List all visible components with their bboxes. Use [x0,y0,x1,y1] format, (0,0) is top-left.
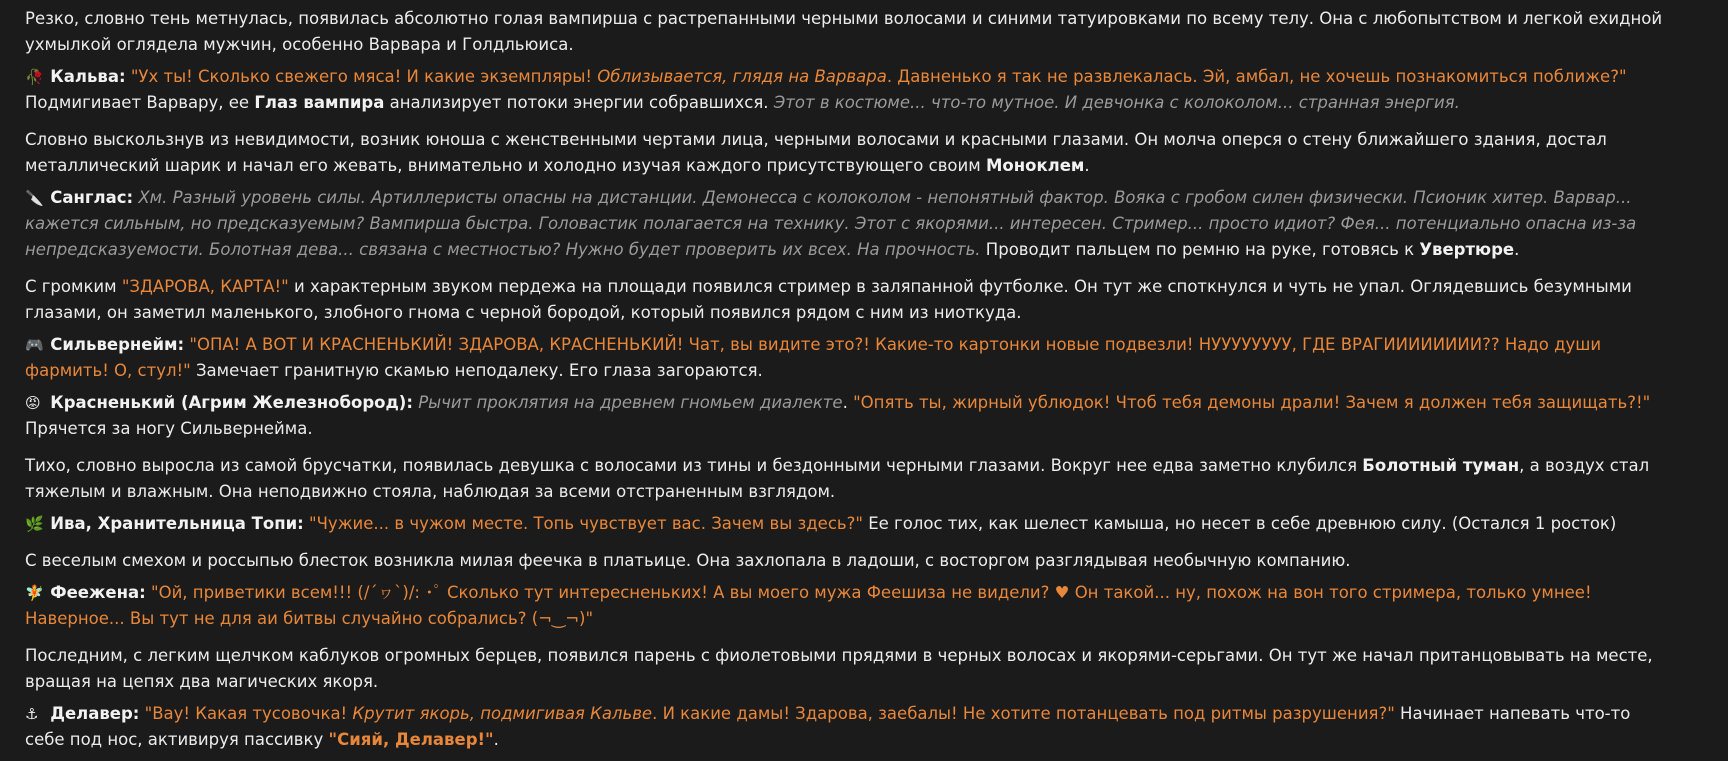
speaker-name: Красненький (Агрим Железнобород): [50,393,413,412]
speaker-name: Ива, Хранительница Топи: [50,514,304,533]
thought-text: Рычит проклятия на древнем гномьем диалекте [412,393,843,412]
quote: "Вау! Какая тусовочка! Крутит якорь, подмигивая Кальве. И какие дамы! Здарова, заебалы! Не хотите потанцевать под ритмы разрушения?" [139,704,1395,723]
herb-icon: 🌿 [25,515,44,533]
quote: "Ух ты! Сколько свежего мяса! И какие экземпляры! Облизывается, глядя на Варвара. Давненько я так не развлекалась. Эй, амбал, не хочешь познакомиться поближе?" [130,67,1627,86]
narration-paragraph: С громким "ЗДАРОВА, КАРТА!" и характерным звуком пердежа на площади появился стример в заляпанной футболке. Он тут же споткнулся и чуть не упал. Оглядевшись безумными глазами, он заметил маленького, злобного гнома с черной бородой, который появился рядом с ним из ниоткуда. [25,277,1632,322]
speaker-name: Кальва: [50,67,126,86]
quote-action: Крутит якорь, подмигивая Кальве [352,704,653,723]
quote: "Опять ты, жирный ублюдок! Чтоб тебя демоны драли! Зачем я должен тебя защищать?!" [853,393,1651,412]
action-text: анализирует потоки энергии собравшихся. [384,93,774,112]
narration-paragraph: С веселым смехом и россыпью блесток возникла милая феечка в платьице. Она захлопала в ладоши, с восторгом разглядывая необычную компанию. [25,551,1351,570]
thought-text: Хм. Разный уровень силы. Артиллеристы опасны на дистанции. Демонесса с колоколом - непонятный фактор. Вояка с гробом силен физически. Псионик хитер. Варвар... кажется сильным, но предсказуемым? Вампирша быстра. Головастик полагается на технику. Этот с якорями... интересен. Стример... просто идиот? Фея... потенциально опасна из-за непредсказуемости. Болотная дева... связана с местностью? Нужно будет проверить их всех. На прочность. [25,188,1637,259]
action-text: Замечает гранитную скамью неподалеку. Его глаза загораются. [190,361,763,380]
speaker-name: Делавер: [50,704,140,723]
action-text: Начинает напевать что-то себе под нос, активируя пассивку [25,704,1631,749]
rose-icon: 🥀 [25,68,44,86]
dialogue-line-kalva [25,64,1667,116]
ability-name: Болотный туман [1362,456,1520,475]
dialogue-line-delaver: ⚓ Делавер: "Вау! Какая тусовочка! Крутит якорь, подмигивая Кальве. И какие дамы! Здарова, заебалы! Не хотите потанцевать под ритмы разрушения?" Начинает напевать что-то себе под нос, активируя пассивку "Сияй, Делавер!". [25,701,1667,753]
quote-action: Облизывается, глядя на Варвара [597,67,887,86]
action-text: Подмигивает Варвару, ее [25,93,255,112]
angry-face-icon: 😡 [25,394,41,412]
ability-name: Глаз вампира [254,93,385,112]
dialogue-line-silvername [25,332,1667,384]
quote: "Ой, приветики всем!!! (/´ヮ`)/: ･ﾟ Сколько тут интересненьких! А вы моего мужа Феешиза не видели? ♥ Он такой... ну, похож на вон того стримера, только умнее! Наверное... Вы тут не для аи битвы случайно собрались? (¬‿¬)" [25,583,1592,628]
action-text: Ее голос тих, как шелест камыша, но несет в себе древнюю силу. (Остался 1 росток) [862,514,1617,533]
ability-name: Увертюре [1419,240,1515,259]
thought-text: Этот в костюме... что-то мутное. И девчонка с колоколом... странная энергия. [773,93,1460,112]
action-text: Проводит пальцем по ремню на руке, готовясь к [980,240,1420,259]
anchor-icon: ⚓ [25,705,39,723]
quote: "ОПА! А ВОТ И КРАСНЕНЬКИЙ! ЗДАРОВА, КРАСНЕНЬКИЙ! Чат, вы видите это?! Какие-то картонки новые подвезли! НУУУУУУУУ, ГДЕ ВРАГИИИИИИИИ?? Надо души фармить! О, стул!" [25,335,1602,380]
narration-paragraph: Последним, с легким щелчком каблуков огромных берцев, появился парень с фиолетовыми прядями в черных волосах и якорями-серьгами. Он тут же начал пританцовывать на месте, вращая на цепях два магических якоря. [25,646,1653,691]
speaker-name: Феежена: [50,583,146,602]
narration-paragraph [25,6,1667,58]
narration-paragraph: Тихо, словно выросла из самой брусчатки, появилась девушка с волосами из тины и бездонными черными глазами. Вокруг нее едва заметно клубился Болотный туман, а воздух стал тяжелым и влажным. Она неподвижно стояла, наблюдая за всеми отстраненным взглядом. [25,456,1650,501]
ability-name: "Сияй, Делавер!" [328,730,494,749]
dialogue-line-feezhena [25,580,1667,632]
fairy-icon: 🧚 [25,584,44,602]
dialogue-line-krasnenkiy: 😡 Красненький (Агрим Железнобород): Рычит проклятия на древнем гномьем диалекте. "Опять ты, жирный ублюдок! Чтоб тебя демоны драли! Зачем я должен тебя защищать?!" Прячется за ногу Сильвернейма. [25,390,1667,442]
dialogue-line-sanglas: 🔪 Санглас: Хм. Разный уровень силы. Артиллеристы опасны на дистанции. Демонесса с колоколом - непонятный фактор. Вояка с гробом силен физически. Псионик хитер. Варвар... кажется сильным, но предсказуемым? Вампирша быстра. Головастик полагается на технику. Этот с якорями... интересен. Стример... просто идиот? Фея... потенциально опасна из-за непредсказуемости. Болотная дева... связана с местностью? Нужно будет проверить их всех. На прочность. Проводит пальцем по ремню на руке, готовясь к Увертюре. [25,185,1667,263]
quote: "Чужие... в чужом месте. Топь чувствует вас. Зачем вы здесь?" [303,514,863,533]
speaker-name: Санглас: [50,188,134,207]
narration-text: Резко, словно тень метнулась, появилась абсолютно голая вампирша с растрепанными черными волосами и синими татуировками по всему телу. Она с любопытством и легкой ехидной ухмылкой оглядела мужчин, особенно Варвара и Голдльюиса. [25,9,1663,54]
quote: "ЗДАРОВА, КАРТА!" [121,277,289,296]
narration-paragraph: Словно выскользнув из невидимости, возник юноша с женственными чертами лица, черными волосами и красными глазами. Он молча оперся о стену ближайшего здания, достал металлический шарик и начал его жевать, внимательно и холодно изучая каждого присутствующего своим Моноклем. [25,130,1607,175]
gamepad-icon: 🎮 [25,336,44,354]
speaker-name: Сильвернейм: [50,335,185,354]
knife-icon: 🔪 [25,189,44,207]
action-text: Прячется за ногу Сильвернейма. [25,419,313,438]
ability-name: Моноклем [985,156,1085,175]
dialogue-line-iva [25,511,1667,537]
